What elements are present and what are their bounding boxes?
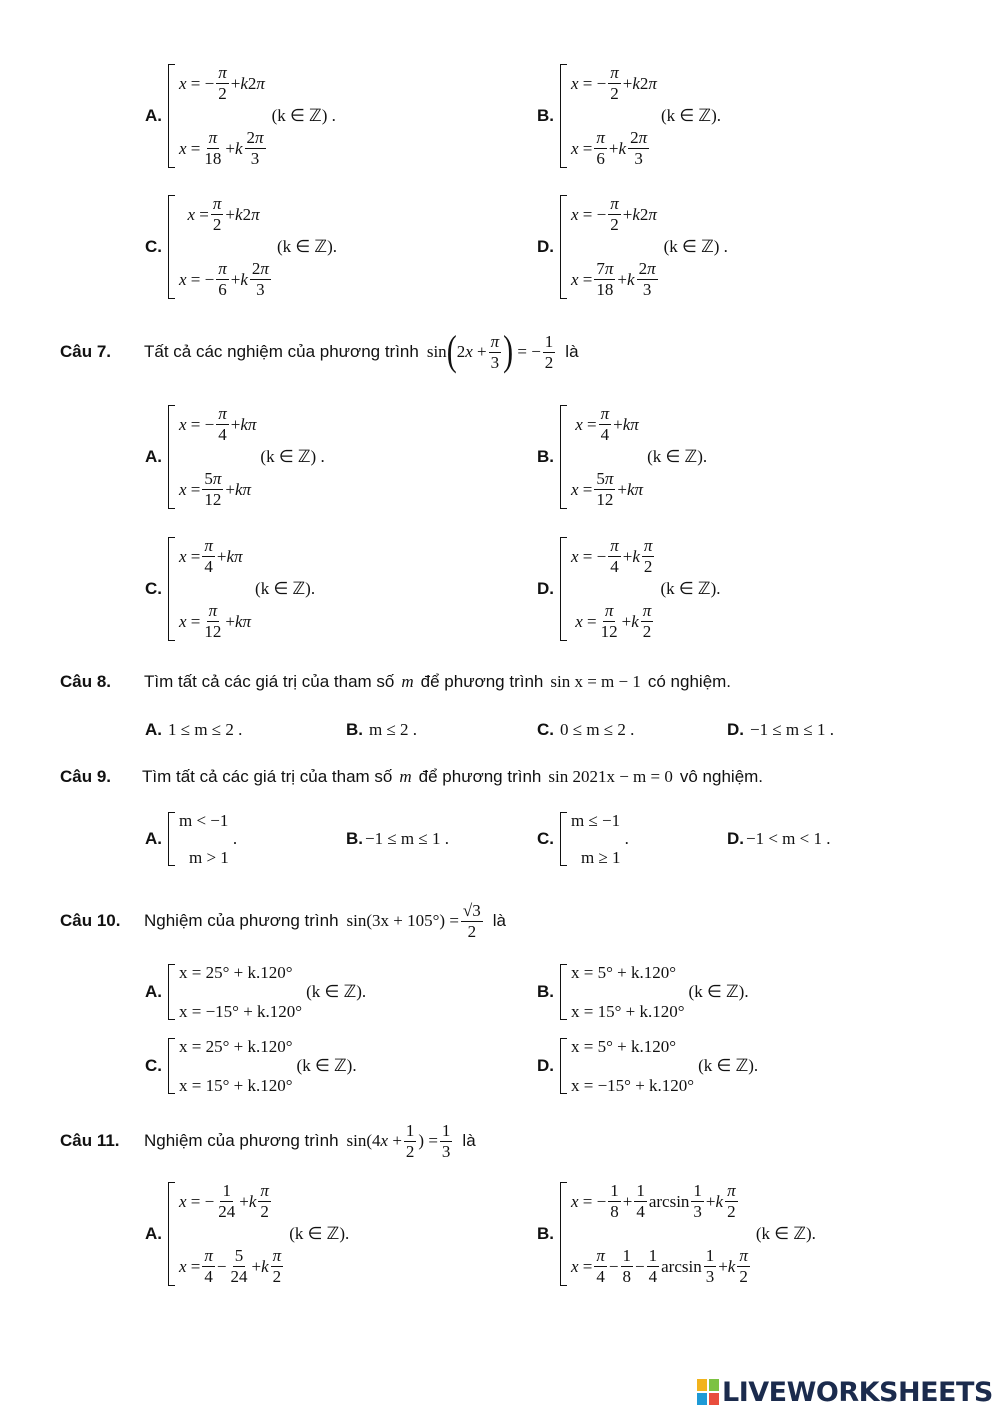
q9-option-c[interactable] [537,810,629,868]
equation-system [168,1038,293,1094]
q10-option-b[interactable] [537,962,749,1022]
option-value: 1 ≤ m ≤ 2 . [168,720,243,739]
option-label: D. [537,1056,554,1075]
system-row: x = −15° + k.120° [571,1076,695,1095]
option-label: B. [537,982,554,1001]
question-text: Tìm tất cả các giá trị của tham số [144,672,395,691]
option-value: −1 ≤ m ≤ 1 . [365,829,449,848]
option-domain: (k ∈ ℤ). [660,106,721,125]
option-label: A. [145,106,162,125]
system-row: x = 25° + k.120° [179,963,293,982]
option-label: A. [145,447,162,466]
question-param: m [399,767,412,786]
question-rhs: $\frac{√3}{2}$ [462,900,481,941]
option-label: A. [145,829,162,848]
option-label: B. [537,447,554,466]
question-text: Tất cả các nghiệm của phương trình [144,342,419,361]
system-row: x = 25° + k.120° [179,1037,293,1056]
q11-option-b[interactable] [537,1180,816,1288]
option-domain: (k ∈ ℤ) . [663,237,728,256]
option-value: m ≤ 2 . [369,720,418,739]
question-number: Câu 8. [60,672,112,691]
question-number: Câu 11. [60,1131,120,1150]
question-text: Nghiệm của phương trình [144,911,339,930]
system-row: x = 5° + k.120° [571,1037,677,1056]
option-domain: (k ∈ ℤ). [306,982,367,1001]
q10-option-a[interactable] [145,962,366,1022]
question-text-2: để phương trình [420,672,544,691]
q8-option-b[interactable] [346,717,417,743]
q7-option-a[interactable] [145,403,325,511]
q6-option-a[interactable] [145,62,336,170]
option-label: B. [346,829,363,848]
option-domain: (k ∈ ℤ). [276,237,337,256]
option-value: −1 ≤ m ≤ 1 . [750,720,834,739]
logo-mark-icon [697,1379,719,1405]
option-label: A. [145,1224,162,1243]
option-label: D. [727,720,744,739]
option-label: B. [537,106,554,125]
equation-system: x = − $\frac{\pi}{2}$ + k 2 π x = $\frac{7\pi}{18}$ + k $\frac{2\pi}{3}$ [560,195,660,299]
q9-option-a[interactable] [145,810,237,868]
option-label: A. [145,720,162,739]
option-domain: (k ∈ ℤ). [255,579,316,598]
question-tail: vô nghiệm. [679,767,764,786]
option-label: B. [537,1224,554,1243]
equation-system: x = − $\frac{1}{8}$ + $\frac{1}{4}$ arcsin $\frac{1}{3}$ + k $\frac{\pi}{2}$ x = $\frac{\pi}{4}$ − $\frac{1}{8}$ − $\frac{1}{4}$ arcsin $\frac{1}{3}$ + k $\frac{\pi}{2}$ [560,1182,752,1286]
option-label: C. [537,720,554,739]
equation-system: x = − $\frac{\pi}{4}$ + kπ x = $\frac{5\pi}{12}$ + kπ [168,405,256,509]
option-domain: (k ∈ ℤ) . [271,106,336,125]
question-equation: sin x = m − 1 [550,672,641,691]
equation-system: x = $\frac{\pi}{4}$ + kπ x = $\frac{\pi}{12}$ + kπ [168,537,251,641]
q6-option-b[interactable] [537,62,721,170]
option-domain: (k ∈ ℤ). [647,447,708,466]
system-row: x = −15° + k.120° [179,1002,303,1021]
system-row: m < −1 [179,811,229,830]
question-9 [60,764,763,790]
system-row: m ≤ −1 [571,811,621,830]
q6-option-d[interactable] [537,193,728,301]
question-tail: là [462,1131,476,1150]
inequality-system [168,812,229,866]
q7-option-b[interactable] [537,403,707,511]
q8-option-c[interactable] [537,717,634,743]
option-label: C. [145,1056,162,1075]
option-end: . [232,829,238,848]
option-domain: (k ∈ ℤ). [698,1056,759,1075]
equation-system [168,964,302,1020]
equation-system [560,964,685,1020]
question-equation: sin 2021x − m = 0 [548,767,673,786]
q10-option-d[interactable] [537,1036,758,1096]
option-label: D. [537,237,554,256]
option-label: D. [727,829,744,848]
option-label: C. [145,579,162,598]
option-label: C. [145,237,162,256]
question-equation: sin(3x + 105°) = [346,911,459,930]
q8-option-d[interactable] [727,717,834,743]
system-row: m > 1 [189,848,229,867]
option-domain: (k ∈ ℤ). [660,579,721,598]
equation-system: x = − $\frac{\pi}{4}$ + k $\frac{\pi}{2}$ x = $\frac{\pi}{12}$ + k $\frac{\pi}{2}$ [560,537,656,641]
equation-system: x = $\frac{\pi}{4}$ + kπ x = $\frac{5\pi}{12}$ + kπ [560,405,643,509]
option-label: D. [537,579,554,598]
question-10 [60,893,506,949]
equation-system: x = − $\frac{1}{24}$ + k $\frac{\pi}{2}$ x = $\frac{\pi}{4}$ − $\frac{5}{24}$ + k $\frac{\pi}{2}$ [168,1182,285,1286]
q10-option-c[interactable] [145,1036,357,1096]
q7-option-d[interactable] [537,535,720,643]
equation-system: x = − $\frac{\pi}{2}$ + k 2 π x = $\frac{\pi}{18}$ + k $\frac{2\pi}{3}$ [168,64,268,168]
question-7 [60,327,579,377]
system-row: x = 5° + k.120° [571,963,677,982]
q7-option-c[interactable] [145,535,315,643]
equation-system: x = − $\frac{\pi}{2}$ + k 2 π x = $\frac{\pi}{6}$ + k $\frac{2\pi}{3}$ [560,64,657,168]
equation-system: x = $\frac{\pi}{2}$ + k 2 π x = − $\frac{\pi}{6}$ + k $\frac{2\pi}{3}$ [168,195,273,299]
system-row: m ≥ 1 [581,848,621,867]
option-label: A. [145,982,162,1001]
q8-option-a[interactable] [145,717,242,743]
option-value: 0 ≤ m ≤ 2 . [560,720,635,739]
question-text-2: để phương trình [418,767,542,786]
q9-option-d[interactable] [727,826,831,852]
option-domain: (k ∈ ℤ). [755,1224,816,1243]
question-tail: có nghiệm. [647,672,732,691]
option-value: −1 < m < 1 . [746,829,831,848]
liveworksheets-logo [697,1376,997,1408]
option-end: . [624,829,629,848]
question-number: Câu 10. [60,911,121,930]
question-8 [60,669,731,695]
question-number: Câu 9. [60,767,112,786]
option-domain: (k ∈ ℤ). [289,1224,350,1243]
question-text: Tìm tất cả các giá trị của tham số [142,767,393,786]
q6-option-c[interactable] [145,193,337,301]
option-label: C. [537,829,554,848]
inequality-system [560,812,621,866]
question-param: m [401,672,414,691]
option-domain: (k ∈ ℤ). [688,982,749,1001]
question-text: Nghiệm của phương trình [144,1131,339,1150]
question-equation: sin ( 2 x + $\frac{\pi}{3}$ ) = − $\frac{1}{2}$ [426,328,554,375]
q11-option-a[interactable] [145,1180,349,1288]
question-equation: sin(4 x + $\frac{1}{2}$ ) = $\frac{1}{3}$ [346,1120,451,1161]
option-domain: (k ∈ ℤ) . [260,447,325,466]
question-tail: là [565,342,579,361]
question-number: Câu 7. [60,342,112,361]
logo-text: LIVEWORKSHEETS [722,1376,993,1408]
equation-system [560,1038,694,1094]
question-tail: là [492,911,506,930]
question-11 [60,1116,476,1166]
option-domain: (k ∈ ℤ). [296,1056,357,1075]
option-label: B. [346,720,363,739]
system-row: x = 15° + k.120° [179,1076,293,1095]
q9-option-b[interactable] [346,826,449,852]
system-row: x = 15° + k.120° [571,1002,685,1021]
